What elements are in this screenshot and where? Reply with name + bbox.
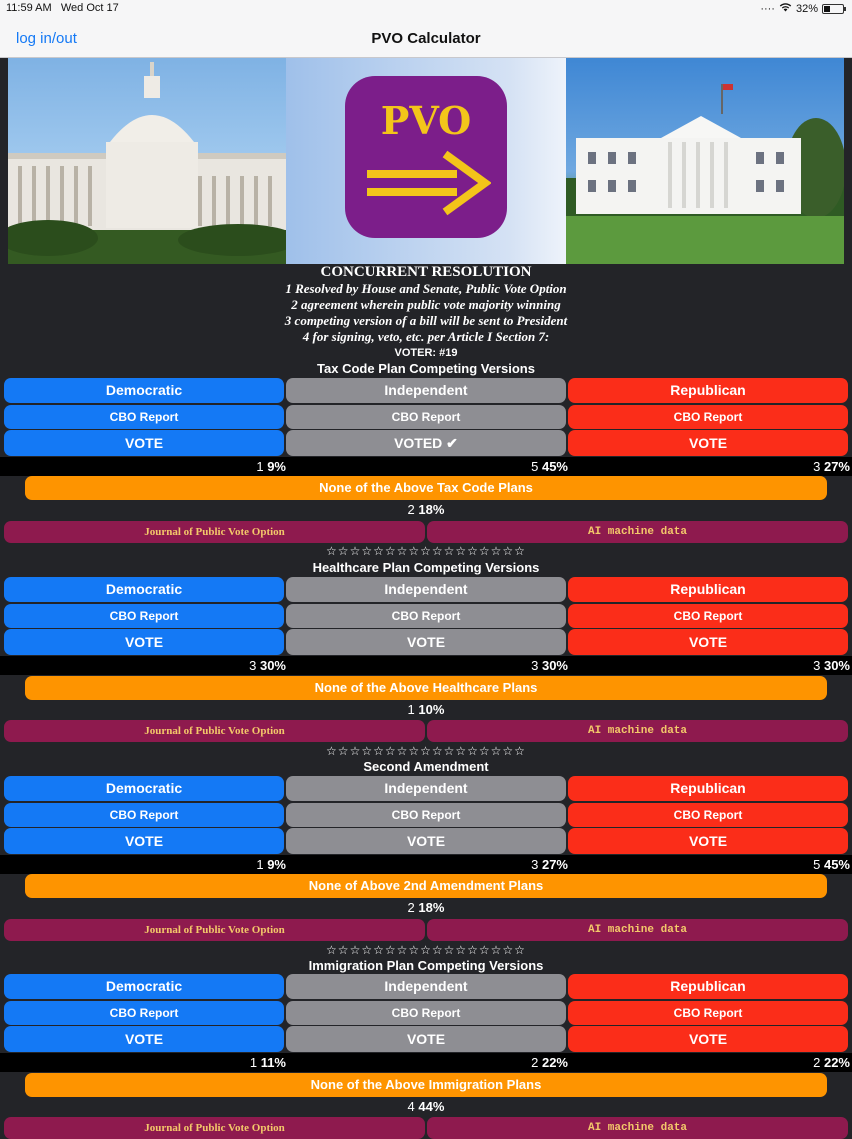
rating-stars[interactable]: ☆☆☆☆☆☆☆☆☆☆☆☆☆☆☆☆☆ bbox=[326, 744, 526, 758]
section-title: Second Amendment bbox=[363, 759, 489, 774]
republican-cbo-report-button[interactable]: CBO Report bbox=[568, 604, 848, 628]
independent-result: 3 27% bbox=[531, 857, 568, 872]
republican-vote-button[interactable]: VOTE bbox=[568, 430, 848, 456]
results-bar bbox=[0, 855, 852, 874]
democratic-result: 1 9% bbox=[256, 459, 286, 474]
independent-vote-button[interactable]: VOTE bbox=[286, 629, 566, 655]
democratic-cbo-report-button[interactable]: CBO Report bbox=[4, 803, 284, 827]
democratic-label: Democratic bbox=[4, 776, 284, 801]
independent-vote-button[interactable]: VOTED ✔ bbox=[286, 430, 566, 456]
republican-label: Republican bbox=[568, 974, 848, 999]
independent-result: 2 22% bbox=[531, 1055, 568, 1070]
results-bar bbox=[0, 457, 852, 476]
concurrent-resolution bbox=[0, 264, 852, 360]
signal-icon: ···· bbox=[760, 2, 775, 15]
none-of-above-result: 2 18% bbox=[407, 502, 445, 517]
resolution-heading: CONCURRENT RESOLUTION bbox=[320, 264, 532, 280]
democratic-result: 1 9% bbox=[256, 857, 286, 872]
double-arrow-icon bbox=[363, 150, 491, 216]
resolution-line: 2 agreement wherein public vote majority winning bbox=[291, 297, 561, 312]
ai-machine-data-button[interactable]: AI machine data bbox=[427, 720, 848, 742]
republican-result: 3 30% bbox=[813, 658, 850, 673]
section-title: Immigration Plan Competing Versions bbox=[308, 958, 544, 973]
republican-result: 3 27% bbox=[813, 459, 850, 474]
republican-label: Republican bbox=[568, 378, 848, 403]
capitol-image bbox=[8, 58, 286, 264]
independent-vote-button[interactable]: VOTE bbox=[286, 1026, 566, 1052]
independent-label: Independent bbox=[286, 577, 566, 602]
republican-label: Republican bbox=[568, 776, 848, 801]
independent-cbo-report-button[interactable]: CBO Report bbox=[286, 803, 566, 827]
republican-cbo-report-button[interactable]: CBO Report bbox=[568, 803, 848, 827]
resolution-line: 3 competing version of a bill will be sent to President bbox=[284, 313, 568, 328]
republican-label: Republican bbox=[568, 577, 848, 602]
republican-result: 2 22% bbox=[813, 1055, 850, 1070]
none-of-above-result: 1 10% bbox=[407, 702, 445, 717]
republican-vote-button[interactable]: VOTE bbox=[568, 1026, 848, 1052]
status-time: 11:59 AM Wed Oct 17 bbox=[6, 2, 119, 14]
democratic-cbo-report-button[interactable]: CBO Report bbox=[4, 405, 284, 429]
republican-vote-button[interactable]: VOTE bbox=[568, 629, 848, 655]
independent-result: 5 45% bbox=[531, 459, 568, 474]
independent-cbo-report-button[interactable]: CBO Report bbox=[286, 405, 566, 429]
republican-cbo-report-button[interactable]: CBO Report bbox=[568, 1001, 848, 1025]
none-of-above-button[interactable]: None of Above 2nd Amendment Plans bbox=[25, 874, 827, 898]
democratic-vote-button[interactable]: VOTE bbox=[4, 1026, 284, 1052]
results-bar bbox=[0, 656, 852, 675]
none-of-above-result: 4 44% bbox=[407, 1099, 445, 1114]
independent-label: Independent bbox=[286, 974, 566, 999]
independent-result: 3 30% bbox=[531, 658, 568, 673]
pvo-logo bbox=[345, 76, 507, 238]
democratic-cbo-report-button[interactable]: CBO Report bbox=[4, 604, 284, 628]
democratic-result: 1 11% bbox=[249, 1055, 286, 1070]
none-of-above-result: 2 18% bbox=[407, 900, 445, 915]
democratic-label: Democratic bbox=[4, 577, 284, 602]
democratic-result: 3 30% bbox=[249, 658, 286, 673]
page-title: PVO Calculator bbox=[371, 30, 481, 47]
journal-button[interactable]: Journal of Public Vote Option bbox=[4, 919, 425, 941]
ai-machine-data-button[interactable]: AI machine data bbox=[427, 521, 848, 543]
results-bar bbox=[0, 1053, 852, 1072]
rating-stars[interactable]: ☆☆☆☆☆☆☆☆☆☆☆☆☆☆☆☆☆ bbox=[326, 544, 526, 558]
ai-machine-data-button[interactable]: AI machine data bbox=[427, 1117, 848, 1139]
democratic-label: Democratic bbox=[4, 378, 284, 403]
independent-vote-button[interactable]: VOTE bbox=[286, 828, 566, 854]
democratic-vote-button[interactable]: VOTE bbox=[4, 629, 284, 655]
battery-icon bbox=[822, 4, 844, 14]
section-title: Healthcare Plan Competing Versions bbox=[312, 560, 540, 575]
journal-button[interactable]: Journal of Public Vote Option bbox=[4, 1117, 425, 1139]
independent-label: Independent bbox=[286, 776, 566, 801]
democratic-vote-button[interactable]: VOTE bbox=[4, 828, 284, 854]
battery-percent: 32% bbox=[795, 2, 818, 15]
democratic-vote-button[interactable]: VOTE bbox=[4, 430, 284, 456]
pvo-logo-text: PVO bbox=[380, 98, 472, 143]
independent-label: Independent bbox=[286, 378, 566, 403]
white-house-image bbox=[566, 58, 844, 264]
journal-button[interactable]: Journal of Public Vote Option bbox=[4, 720, 425, 742]
none-of-above-button[interactable]: None of the Above Healthcare Plans bbox=[25, 676, 827, 700]
rating-stars[interactable]: ☆☆☆☆☆☆☆☆☆☆☆☆☆☆☆☆☆ bbox=[326, 943, 526, 957]
independent-cbo-report-button[interactable]: CBO Report bbox=[286, 1001, 566, 1025]
status-bar bbox=[0, 0, 852, 18]
republican-cbo-report-button[interactable]: CBO Report bbox=[568, 405, 848, 429]
banner-center bbox=[286, 58, 566, 264]
section-title: Tax Code Plan Competing Versions bbox=[317, 361, 535, 376]
wifi-icon bbox=[779, 2, 792, 15]
journal-button[interactable]: Journal of Public Vote Option bbox=[4, 521, 425, 543]
none-of-above-button[interactable]: None of the Above Tax Code Plans bbox=[25, 476, 827, 500]
nav-bar bbox=[0, 18, 852, 58]
voter-number: VOTER: #19 bbox=[394, 347, 458, 359]
none-of-above-button[interactable]: None of the Above Immigration Plans bbox=[25, 1073, 827, 1097]
header-banner bbox=[8, 58, 844, 264]
login-logout-button[interactable]: log in/out bbox=[16, 30, 77, 47]
republican-result: 5 45% bbox=[813, 857, 850, 872]
independent-cbo-report-button[interactable]: CBO Report bbox=[286, 604, 566, 628]
democratic-label: Democratic bbox=[4, 974, 284, 999]
resolution-line: 4 for signing, veto, etc. per Article I Section 7: bbox=[302, 329, 550, 344]
republican-vote-button[interactable]: VOTE bbox=[568, 828, 848, 854]
resolution-line: 1 Resolved by House and Senate, Public Vote Option bbox=[285, 281, 567, 296]
democratic-cbo-report-button[interactable]: CBO Report bbox=[4, 1001, 284, 1025]
status-right bbox=[760, 2, 844, 15]
ai-machine-data-button[interactable]: AI machine data bbox=[427, 919, 848, 941]
